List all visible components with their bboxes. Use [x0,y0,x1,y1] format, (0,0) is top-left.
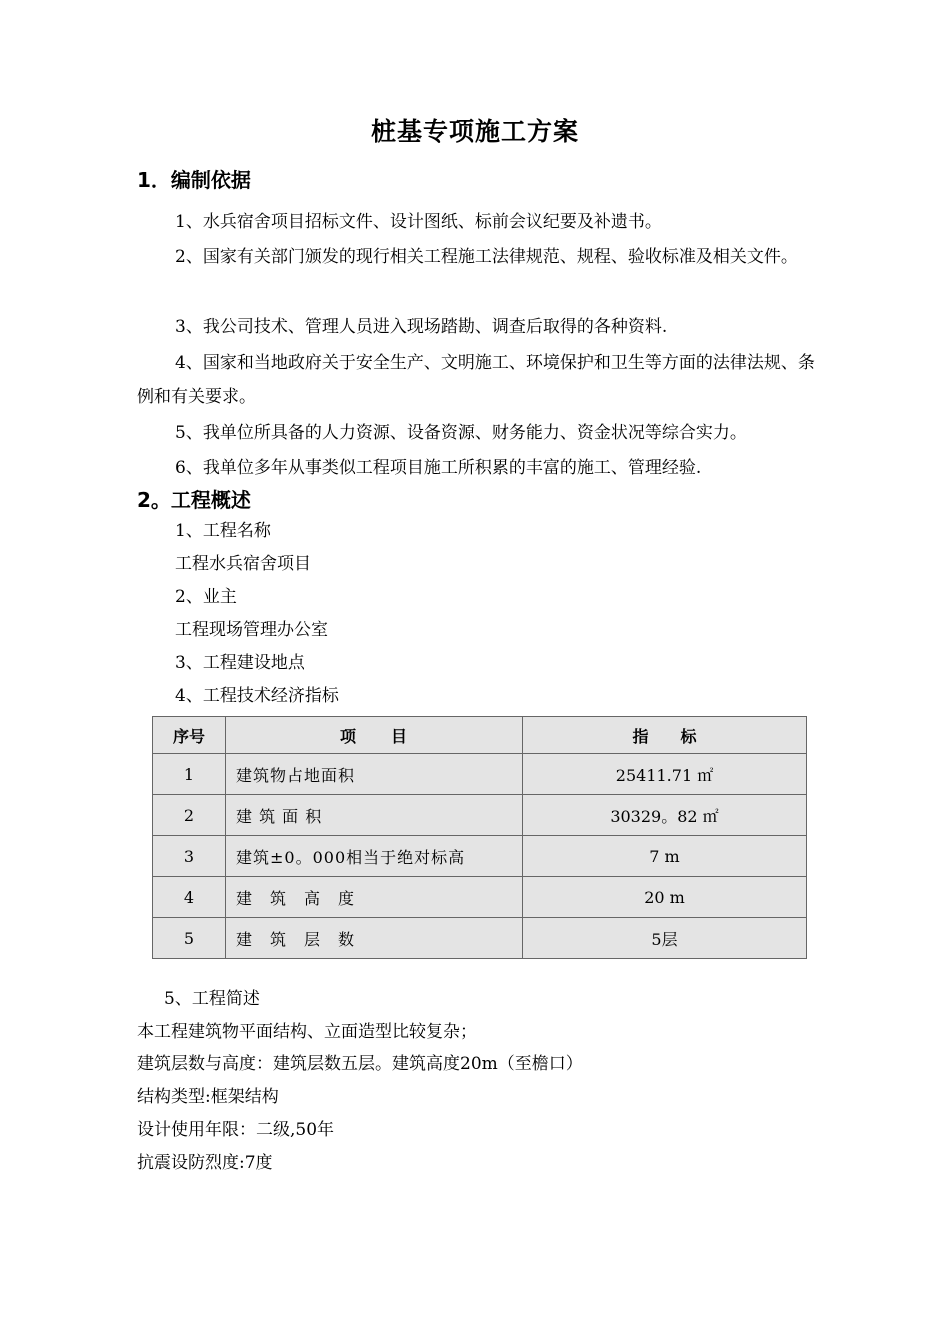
table-row [153,795,807,836]
row-value: 7 m [523,836,807,877]
overview-line-6: 4、工程技术经济指标 [175,686,339,706]
row-no: 1 [153,754,226,795]
table-row [153,918,807,959]
summary-line-4: 设计使用年限：二级,50年 [137,1120,335,1140]
row-value: 30329。82 ㎡ [523,795,807,836]
table-row [153,754,807,795]
overview-line-3: 2、业主 [175,587,237,607]
row-no: 3 [153,836,226,877]
overview-line-1: 1、工程名称 [175,521,271,541]
summary-line-5: 抗震设防烈度:7度 [137,1153,273,1173]
row-no: 4 [153,877,226,918]
row-item: 建 筑 面 积 [226,795,523,836]
table-header-row [153,717,807,754]
row-item: 建 筑 高 度 [226,877,523,918]
summary-line-1: 本工程建筑物平面结构、立面造型比较复杂； [137,1022,477,1042]
row-no: 2 [153,795,226,836]
header-value: 指 标 [523,717,807,754]
basis-item-6: 6、我单位多年从事类似工程项目施工所积累的丰富的施工、管理经验. [175,458,702,478]
document-title: 桩基专项施工方案 [370,117,579,146]
table-row [153,877,807,918]
header-item: 项 目 [226,717,523,754]
summary-heading: 5、工程简述 [164,989,260,1009]
row-value: 20 m [523,877,807,918]
row-no: 5 [153,918,226,959]
overview-line-2: 工程水兵宿舍项目 [175,554,311,574]
row-item: 建筑±0。000相当于绝对标高 [226,836,523,877]
row-value: 25411.71 ㎡ [523,754,807,795]
table-row [153,836,807,877]
row-value: 5层 [523,918,807,959]
row-item: 建筑物占地面积 [226,754,523,795]
basis-item-3: 3、我公司技术、管理人员进入现场踏勘、调查后取得的各种资料. [175,317,668,337]
basis-item-4: 4、国家和当地政府关于安全生产、文明施工、环境保护和卫生等方面的法律法规、条例和有关要求。 [137,353,815,407]
summary-line-2: 建筑层数与高度：建筑层数五层。建筑高度20m（至檐口） [137,1054,583,1074]
basis-item-5: 5、我单位所具备的人力资源、设备资源、财务能力、资金状况等综合实力。 [175,423,747,443]
basis-item-2: 2、国家有关部门颁发的现行相关工程施工法律规范、规程、验收标准及相关文件。 [175,247,798,267]
header-no: 序号 [153,717,226,754]
overview-line-5: 3、工程建设地点 [175,653,305,673]
overview-line-4: 工程现场管理办公室 [175,620,328,640]
basis-item-1: 1、水兵宿舍项目招标文件、设计图纸、标前会议纪要及补遗书。 [175,212,662,232]
section-heading-basis: 1．编制依据 [137,168,251,192]
row-item: 建 筑 层 数 [226,918,523,959]
indicator-table [152,716,807,959]
section-heading-overview: 2。工程概述 [137,488,251,512]
summary-line-3: 结构类型:框架结构 [137,1087,279,1107]
